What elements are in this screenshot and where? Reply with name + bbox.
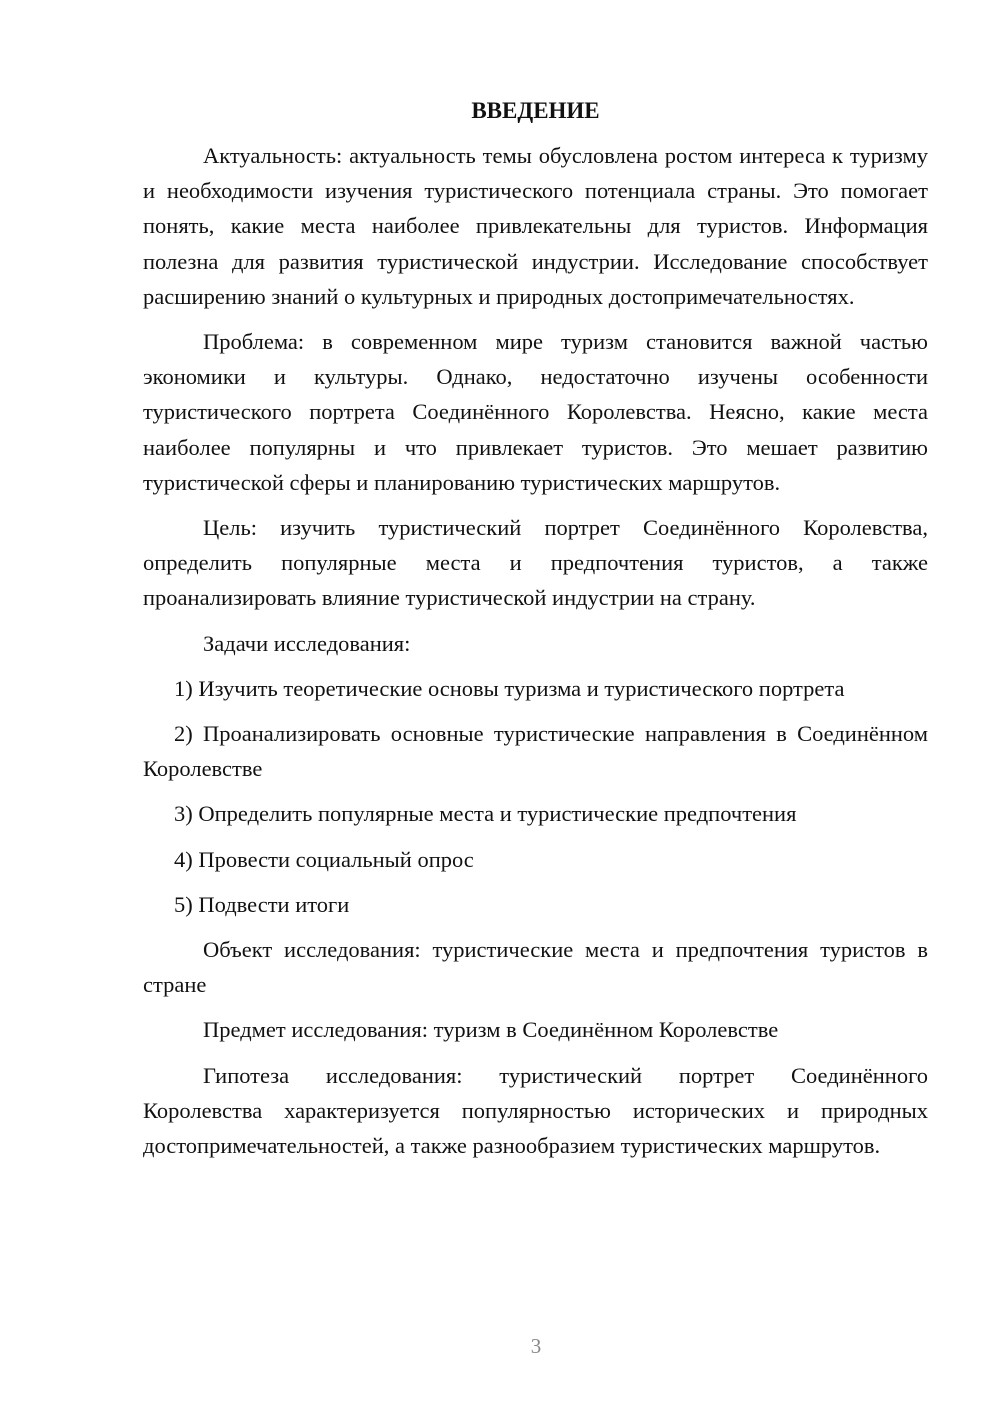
paragraph-relevance: Актуальность: актуальность темы обусловлена ростом интереса к туризму и необходимости изучения туристического потенциала страны. Это помогает понять, какие места наиболее привлекательны для туристов. Информация полезна для развития туристической индустрии. Исследование способствует расширению знаний о культурных и природных достопримечательностях.: [143, 143, 928, 309]
paragraph-goal: Цель: изучить туристический портрет Соединённого Королевства, определить популярные места и предпочтения туристов, а также проанализировать влияние туристической индустрии на страну.: [143, 515, 928, 611]
paragraph-object: Объект исследования: туристические места и предпочтения туристов в стране: [143, 937, 928, 998]
tasks-heading: Задачи исследования:: [203, 630, 411, 656]
task-item-1: 1) Изучить теоретические основы туризма и туристического портрета: [174, 675, 845, 701]
document-title: ВВЕДЕНИЕ: [471, 98, 600, 123]
document-page: [143, 96, 928, 1163]
page-number: 3: [530, 1334, 542, 1358]
paragraph-hypothesis: Гипотеза исследования: туристический портрет Соединённого Королевства характеризуется популярностью исторических и природных достопримечательностей, а также разнообразием туристических маршрутов.: [143, 1062, 928, 1159]
paragraph-problem: Проблема: в современном мире туризм становится важной частью экономики и культуры. Однако, недостаточно изучены особенности туристического портрета Соединённого Королевства. Неясно, какие места наиболее популярны и что привлекает туристов. Это мешает развитию туристической сферы и планированию туристических маршрутов.: [143, 329, 928, 495]
task-item-3: 3) Определить популярные места и туристические предпочтения: [174, 801, 797, 827]
paragraph-subject: Предмет исследования: туризм в Соединённом Королевстве: [203, 1017, 779, 1043]
task-item-2: 2) Проанализировать основные туристические направления в Соединённом Королевстве: [143, 721, 928, 782]
task-item-4: 4) Провести социальный опрос: [174, 846, 474, 872]
task-item-5: 5) Подвести итоги: [174, 891, 350, 917]
